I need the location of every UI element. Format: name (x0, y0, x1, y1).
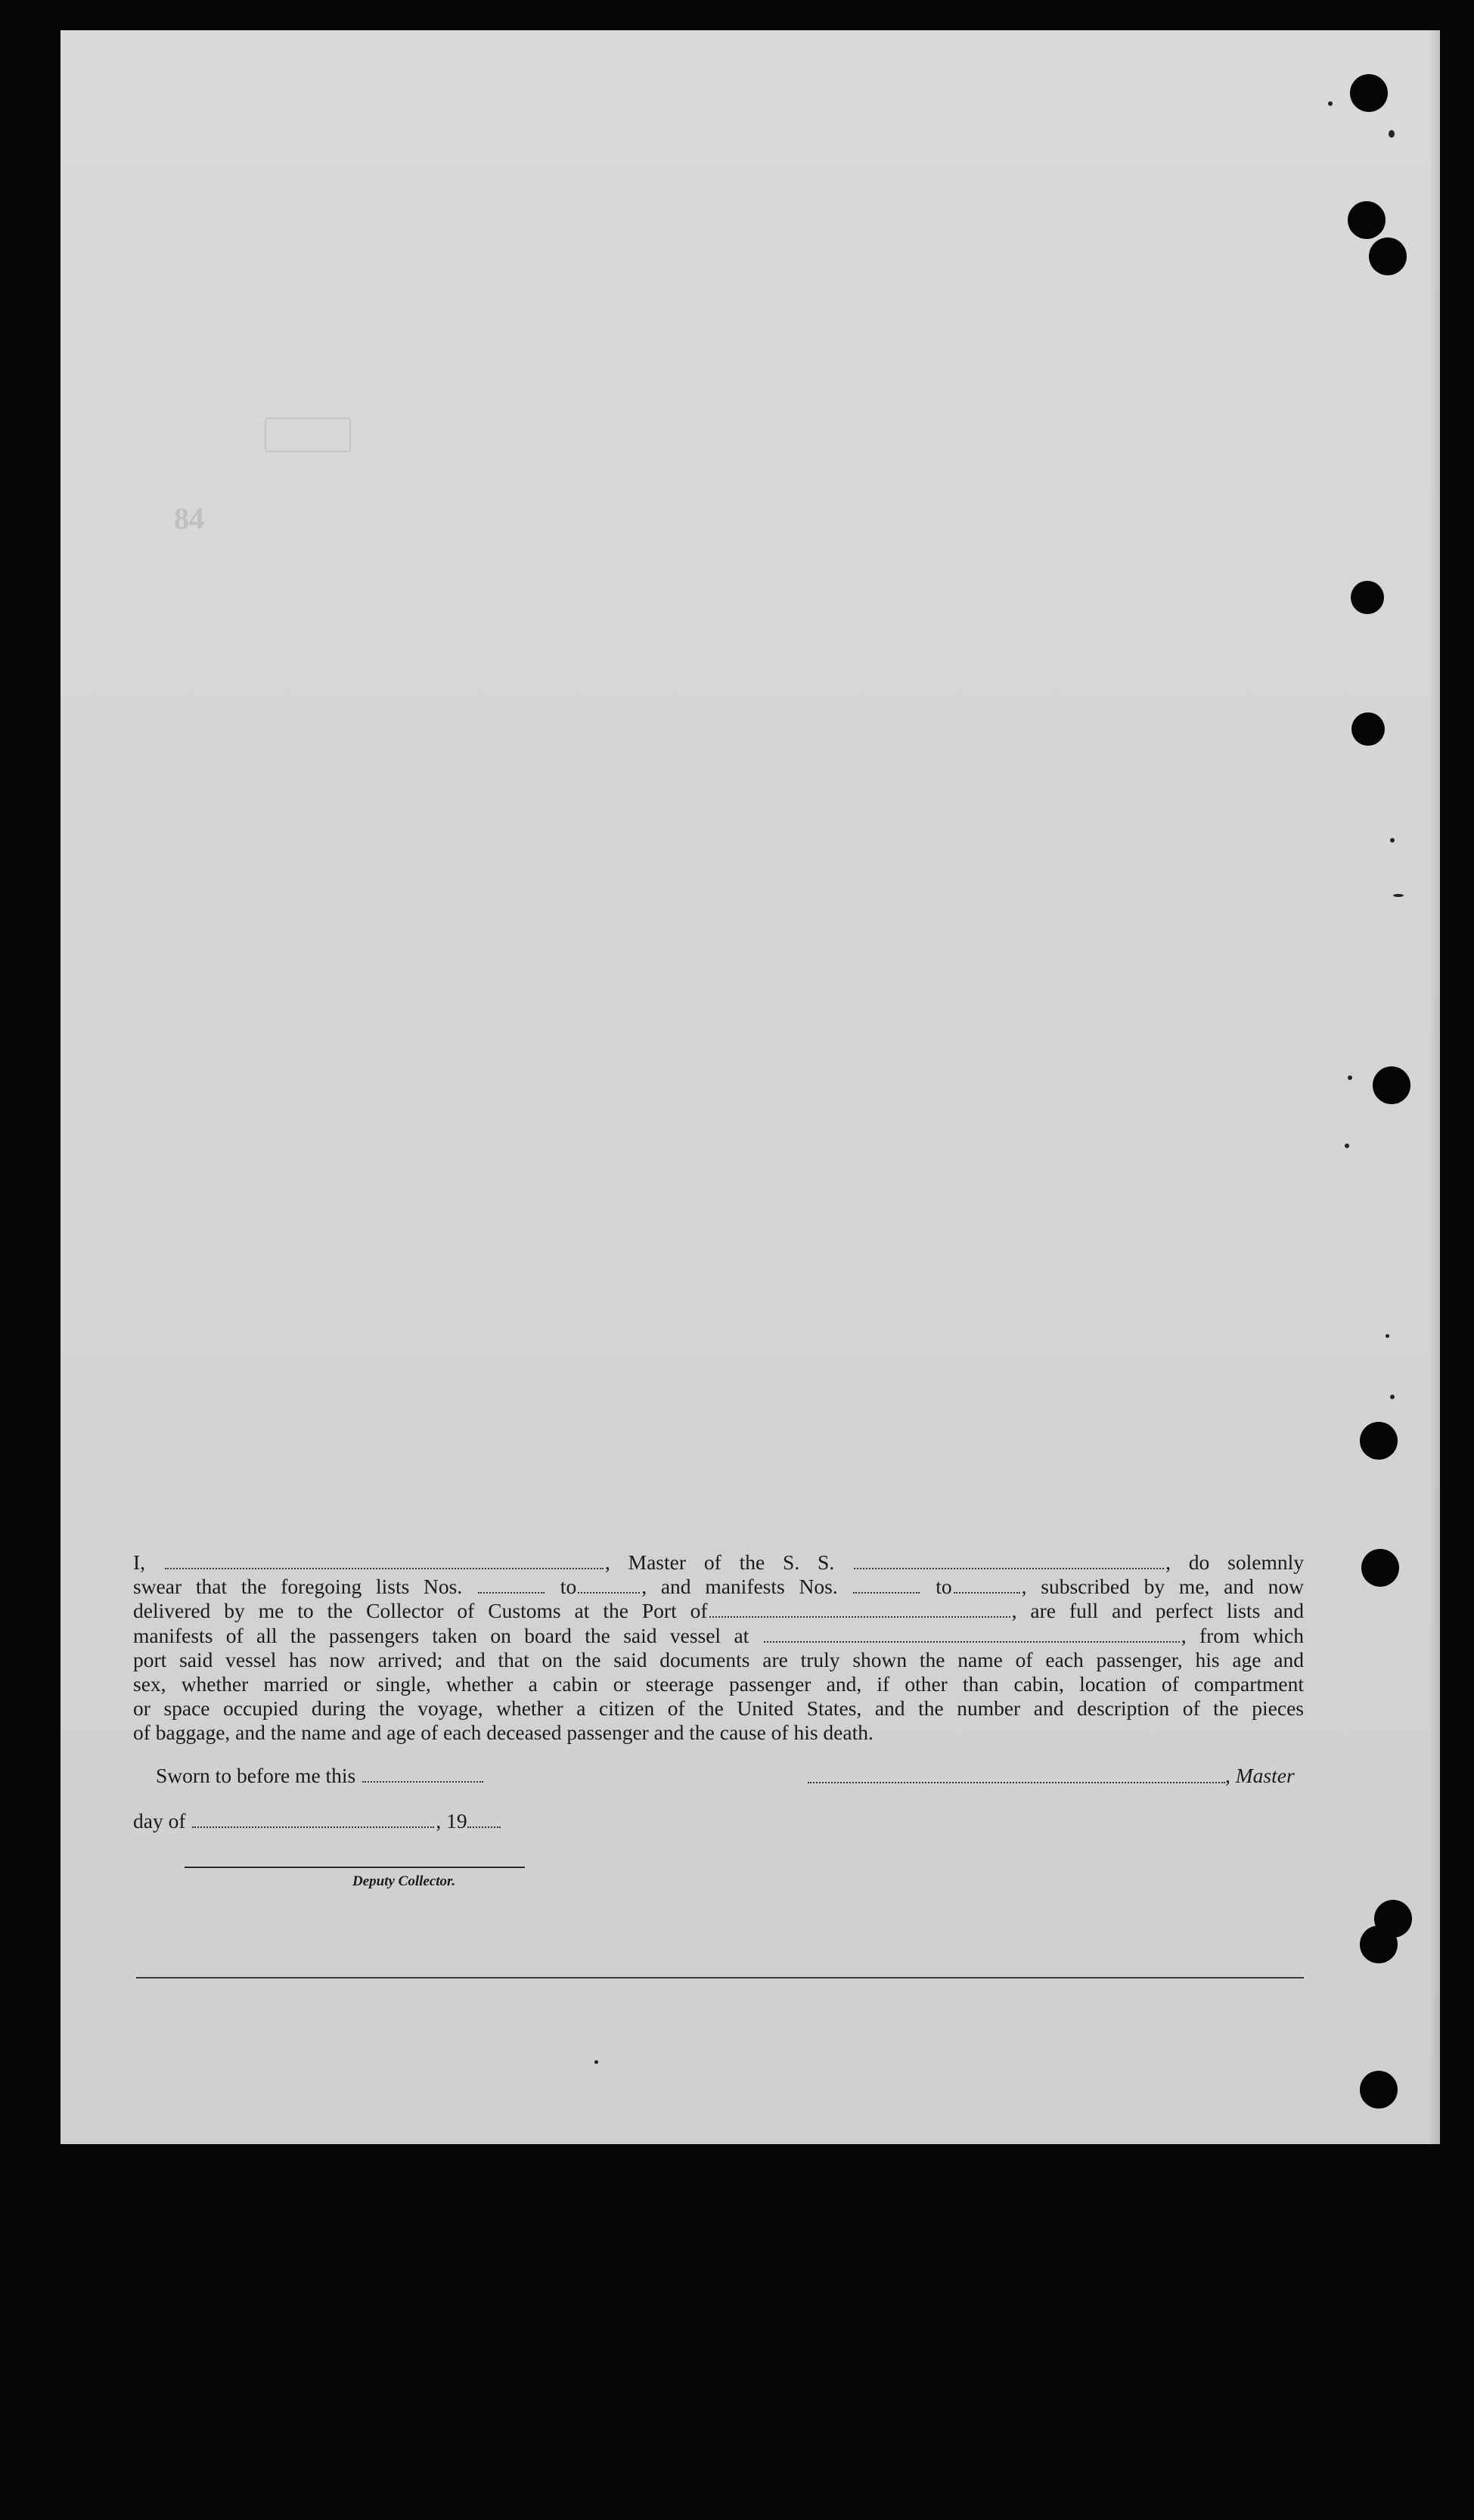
bottom-rule (136, 1977, 1304, 1978)
speck (1386, 1334, 1389, 1338)
oath-line-7: or space occupied during the voyage, whether a citizen of the United States, and the number and description of the pieces (133, 1696, 1304, 1721)
port-of-arrival-field[interactable] (709, 1600, 1010, 1618)
oath-text: to (546, 1575, 577, 1599)
deputy-collector-label: Deputy Collector. (352, 1873, 456, 1889)
oath-text: , Master of the S. S. (604, 1550, 853, 1574)
oath-line-6: sex, whether married or single, whether a cabin or steerage passenger and, if other than cabin, location of compartment (133, 1672, 1304, 1696)
oath-line-3 (133, 1599, 1304, 1623)
oath-line-1 (133, 1550, 1304, 1575)
oath-text: , and manifests Nos. (641, 1575, 852, 1599)
master-name-field[interactable] (165, 1551, 604, 1569)
day-of-statement (133, 1809, 502, 1833)
lists-from-field[interactable] (478, 1575, 545, 1594)
binder-hole-7 (1360, 1422, 1398, 1460)
port-of-departure-field[interactable] (764, 1625, 1180, 1643)
oath-line-5: port said vessel has now arrived; and that on the said documents are truly shown the name of each passenger, his age and (133, 1647, 1304, 1671)
speck (1389, 130, 1395, 138)
sworn-text: Sworn to before me this (156, 1764, 356, 1787)
binder-hole-3 (1369, 237, 1407, 275)
master-signature-line[interactable] (808, 1762, 1225, 1783)
month-field[interactable] (192, 1810, 434, 1828)
oath-text: , subscribed by me, and now (1021, 1575, 1305, 1599)
oath-text: I, (133, 1550, 163, 1574)
speck (1348, 1075, 1352, 1080)
speck (1328, 101, 1333, 106)
deputy-collector-signature-line[interactable] (185, 1867, 525, 1868)
sheet-edge-shadow (1429, 30, 1440, 2144)
binder-hole-10 (1360, 1926, 1398, 1963)
speck (1345, 1144, 1349, 1148)
oath-text: , do solemnly (1165, 1550, 1304, 1574)
oath-line-4 (133, 1624, 1304, 1648)
oath-line-8: of baggage, and the name and age of each deceased passenger and the cause of his death. (133, 1721, 874, 1745)
lists-to-field[interactable] (578, 1575, 640, 1594)
speck (594, 2060, 598, 2064)
binder-hole-5 (1351, 712, 1385, 746)
binder-hole-4 (1351, 581, 1384, 614)
master-label: , Master (1225, 1764, 1295, 1787)
bleed-through-box (265, 417, 351, 452)
year-field[interactable] (467, 1810, 501, 1828)
sworn-statement (156, 1764, 485, 1788)
oath-text: , from which (1181, 1623, 1304, 1647)
oath-line-2 (133, 1575, 1304, 1599)
speck (1390, 1395, 1395, 1399)
master-oath-paragraph (133, 1550, 1304, 1746)
oath-text: , are full and perfect lists and (1011, 1599, 1304, 1623)
oath-text: to (921, 1575, 952, 1599)
binder-hole-11 (1360, 2071, 1398, 2109)
speck (1393, 894, 1404, 897)
year-prefix: , 19 (436, 1809, 467, 1833)
manifests-from-field[interactable] (853, 1575, 920, 1594)
manifests-to-field[interactable] (954, 1575, 1020, 1594)
binder-hole-1 (1350, 74, 1388, 112)
ship-name-field[interactable] (854, 1551, 1164, 1569)
oath-text: swear that the foregoing lists Nos. (133, 1575, 477, 1599)
binder-hole-6 (1373, 1066, 1410, 1104)
oath-text: delivered by me to the Collector of Customs at the Port of (133, 1599, 708, 1623)
speck (1390, 838, 1395, 843)
day-of-text: day of (133, 1809, 186, 1833)
faint-margin-number: 84 (174, 501, 204, 535)
binder-hole-8 (1361, 1549, 1399, 1587)
binder-hole-2 (1348, 201, 1386, 239)
sworn-day-field[interactable] (362, 1764, 483, 1783)
bleed-through-heading (329, 144, 753, 160)
oath-text: manifests of all the passengers taken on board the said vessel at (133, 1623, 762, 1647)
